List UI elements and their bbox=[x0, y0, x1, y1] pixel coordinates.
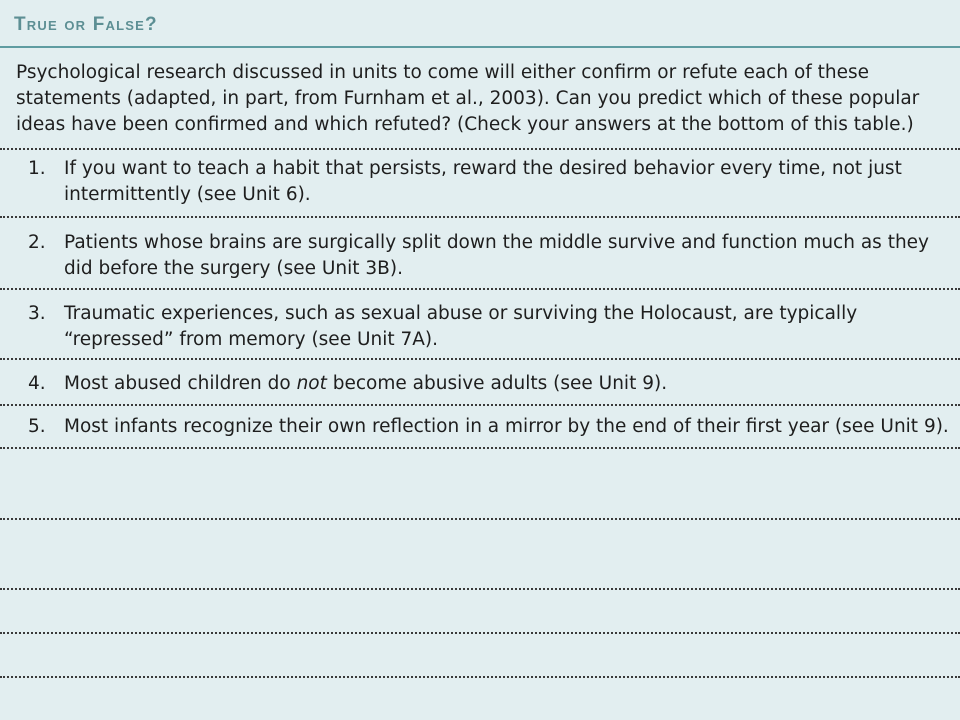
statement-text-end: become abusive adults (see Unit 9). bbox=[326, 373, 668, 394]
statement-emphasis: not bbox=[296, 373, 327, 394]
statement-text: Traumatic experiences, such as sexual abuse or surviving the Holocaust, are typically “repressed” from memory (see Unit 7A). bbox=[64, 303, 858, 350]
dotted-divider bbox=[0, 148, 960, 150]
dotted-divider bbox=[0, 632, 960, 634]
dotted-divider bbox=[0, 216, 960, 218]
table-title: True or False? bbox=[14, 14, 158, 35]
dotted-divider bbox=[0, 288, 960, 290]
dotted-divider bbox=[0, 588, 960, 590]
statement-text bbox=[64, 371, 949, 397]
dotted-divider bbox=[0, 358, 960, 360]
statement-number: 1. bbox=[28, 158, 46, 179]
dotted-divider bbox=[0, 676, 960, 678]
dotted-divider bbox=[0, 404, 960, 406]
dotted-divider bbox=[0, 518, 960, 520]
statement-number: 2. bbox=[28, 232, 46, 253]
statement-number: 5. bbox=[28, 416, 46, 437]
title-bar bbox=[0, 0, 960, 48]
statement-text-start: Most abused children do bbox=[64, 373, 297, 394]
statement-number: 3. bbox=[28, 303, 46, 324]
statement-number: 4. bbox=[28, 373, 46, 394]
statement-text: If you want to teach a habit that persists, reward the desired behavior every time, not just intermittently (see Unit 6). bbox=[64, 158, 902, 205]
statement-text: Most infants recognize their own reflection in a mirror by the end of their first year (see Unit 9). bbox=[64, 416, 949, 437]
dotted-divider bbox=[0, 447, 960, 449]
intro-paragraph: Psychological research discussed in units to come will either confirm or refute each of these statements (adapted, in part, from Furnham et al., 2003). Can you predict which of these popular ideas have been confirmed and which refuted? (Check your answers at the bottom of this table.) bbox=[16, 62, 920, 135]
statement-text: Patients whose brains are surgically split down the middle survive and function much as they did before the surgery (see Unit 3B). bbox=[64, 232, 930, 279]
